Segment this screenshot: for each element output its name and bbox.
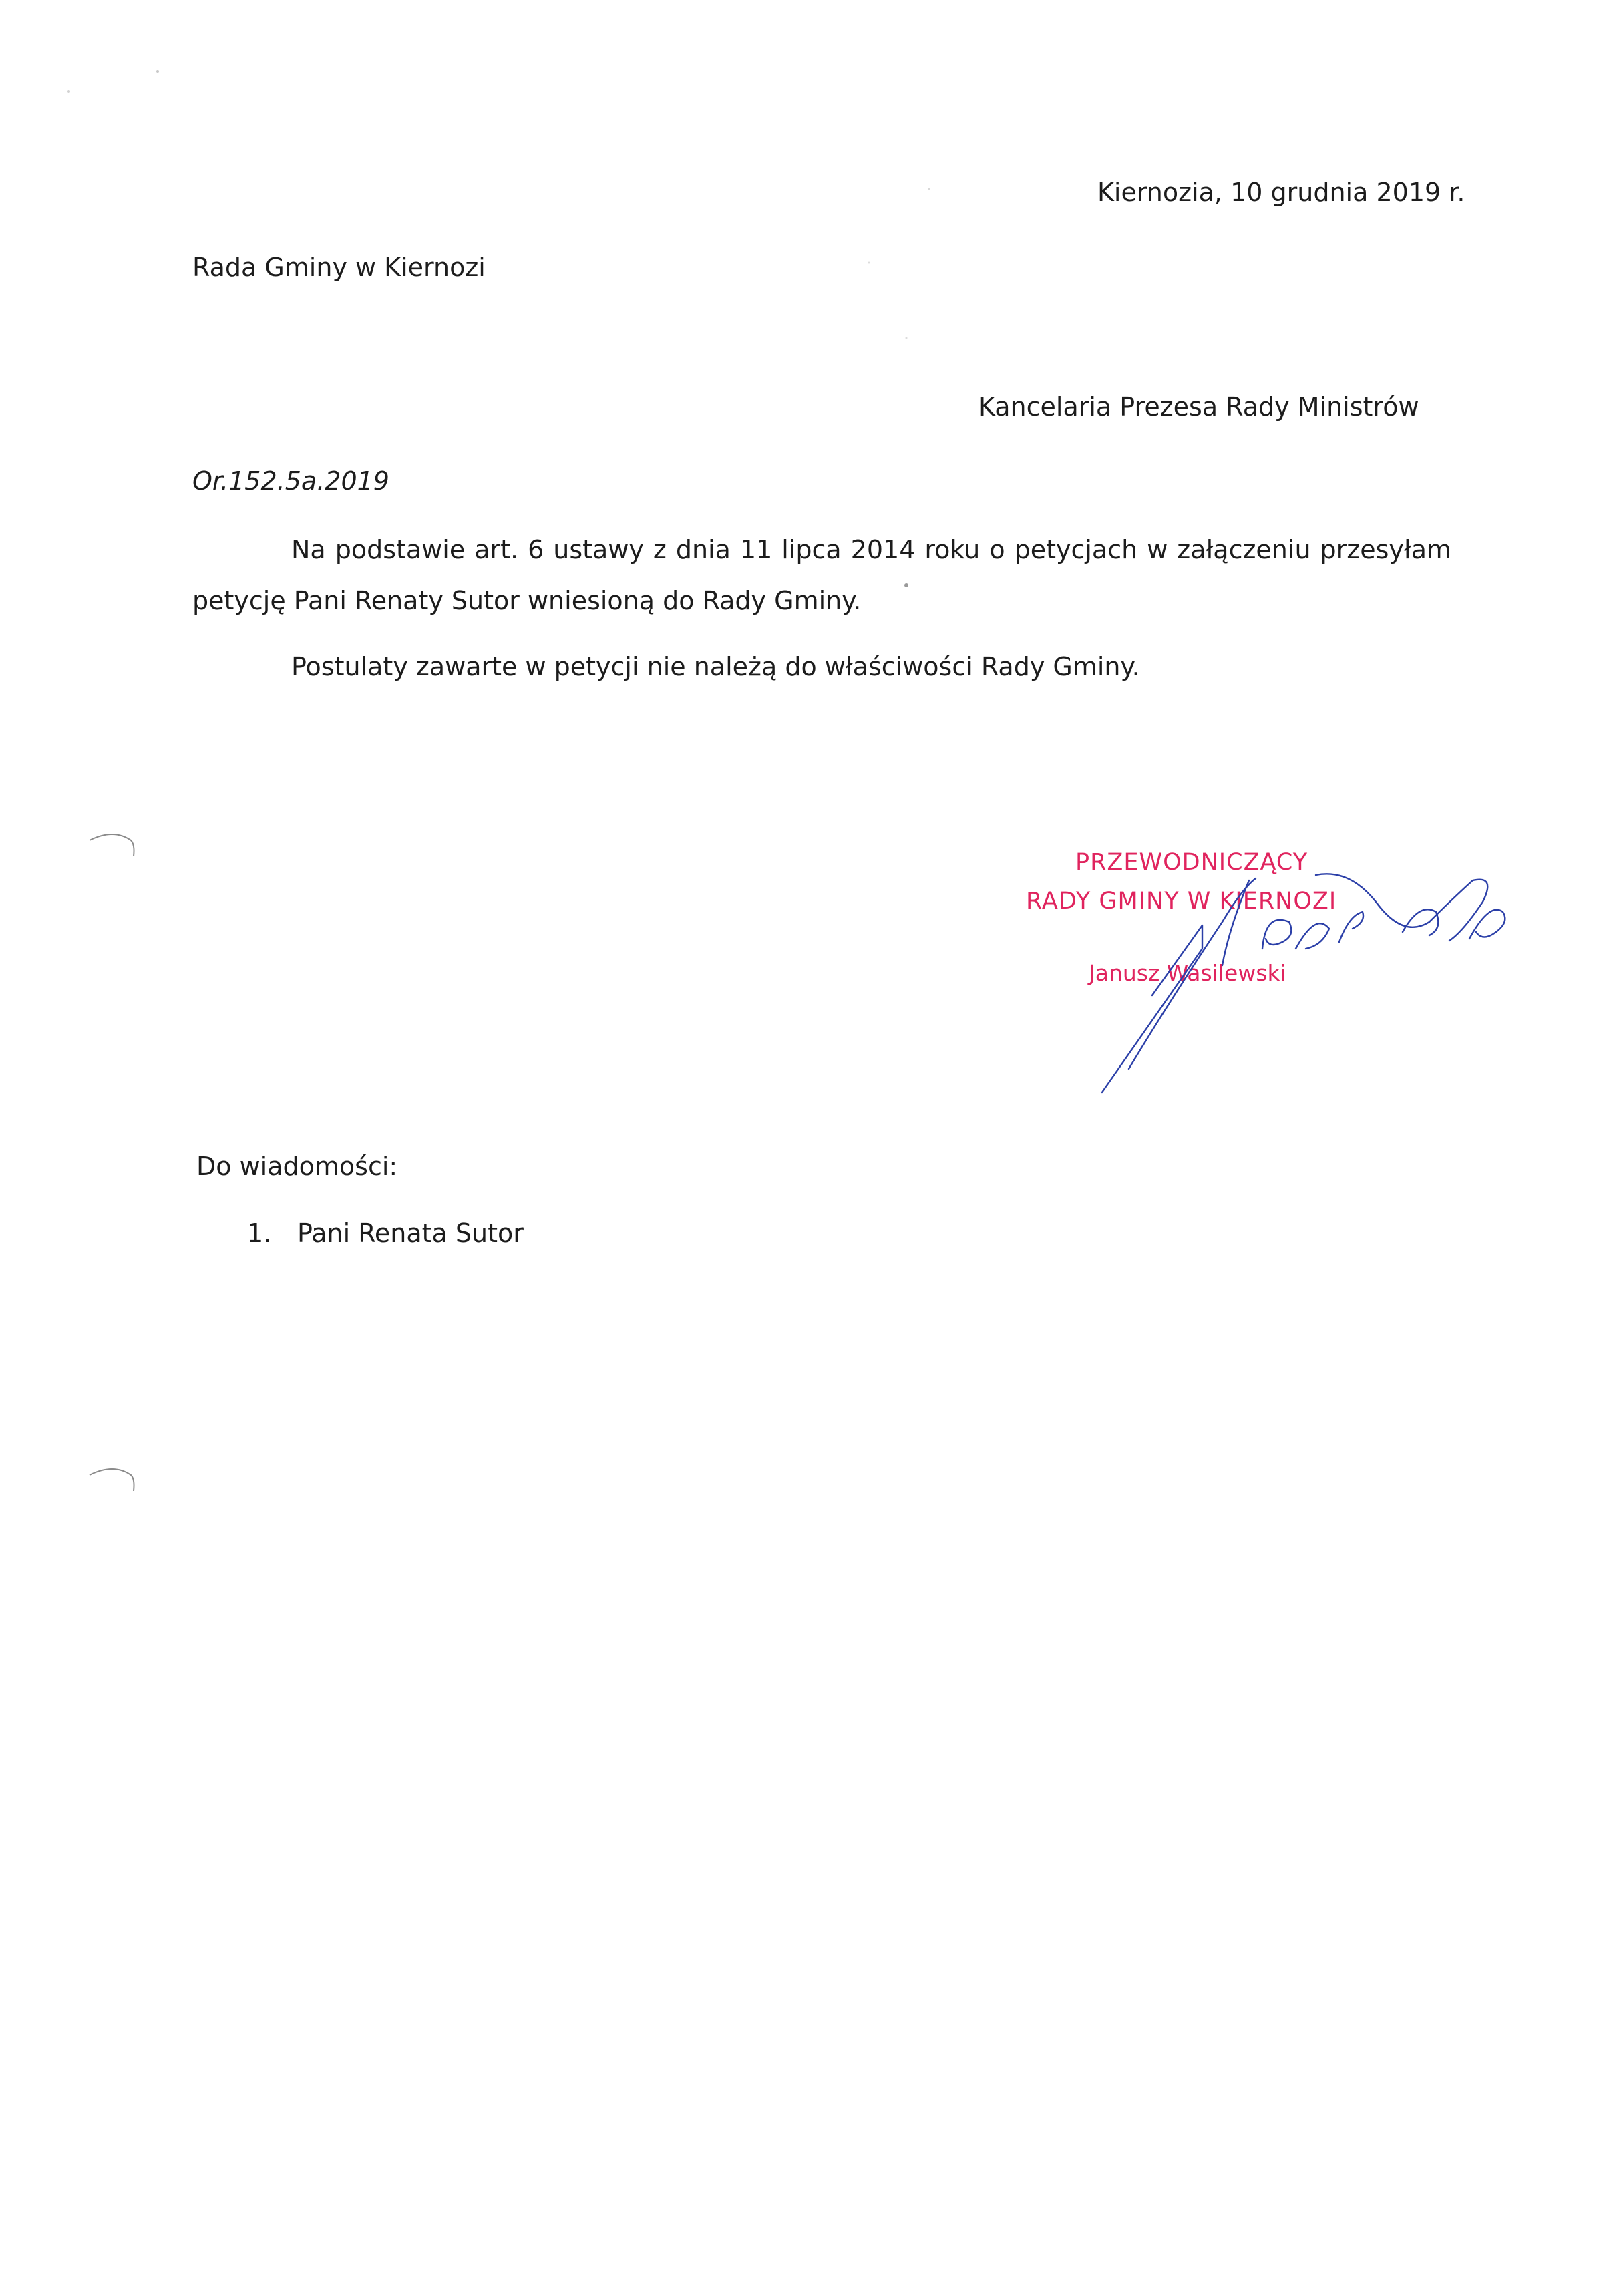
recipient: Kancelaria Prezesa Rady Ministrów [978, 392, 1419, 422]
stamp-name: Janusz Wasilewski [1089, 960, 1286, 986]
punch-hole-mark-top [87, 828, 140, 868]
list-item-number: 1. [247, 1218, 272, 1248]
list-item-name: Pani Renata Sutor [297, 1218, 524, 1248]
stamp-council: RADY GMINY W KIERNOZI [1026, 888, 1337, 915]
reference-number: Or.152.5a.2019 [192, 466, 389, 496]
stamp-title: PRZEWODNICZĄCY [1075, 849, 1308, 876]
list-item [247, 1217, 524, 1250]
sender: Rada Gminy w Kiernozi [192, 253, 486, 282]
place-date: Kiernozia, 10 grudnia 2019 r. [1097, 178, 1465, 207]
body-paragraph: Na podstawie art. 6 ustawy z dnia 11 lipca 2014 roku o petycjach w załączeniu przesyłam petycję Pani Renaty Sutor wniesioną do Rady Gminy. [192, 535, 1451, 615]
distribution-list [247, 1217, 524, 1250]
body-paragraph: Postulaty zawarte w petycji nie należą do właściwości Rady Gminy. [291, 652, 1140, 681]
signature-stamp [1002, 848, 1509, 1102]
distribution-heading: Do wiadomości: [196, 1152, 398, 1181]
punch-hole-mark-bottom [87, 1463, 140, 1503]
